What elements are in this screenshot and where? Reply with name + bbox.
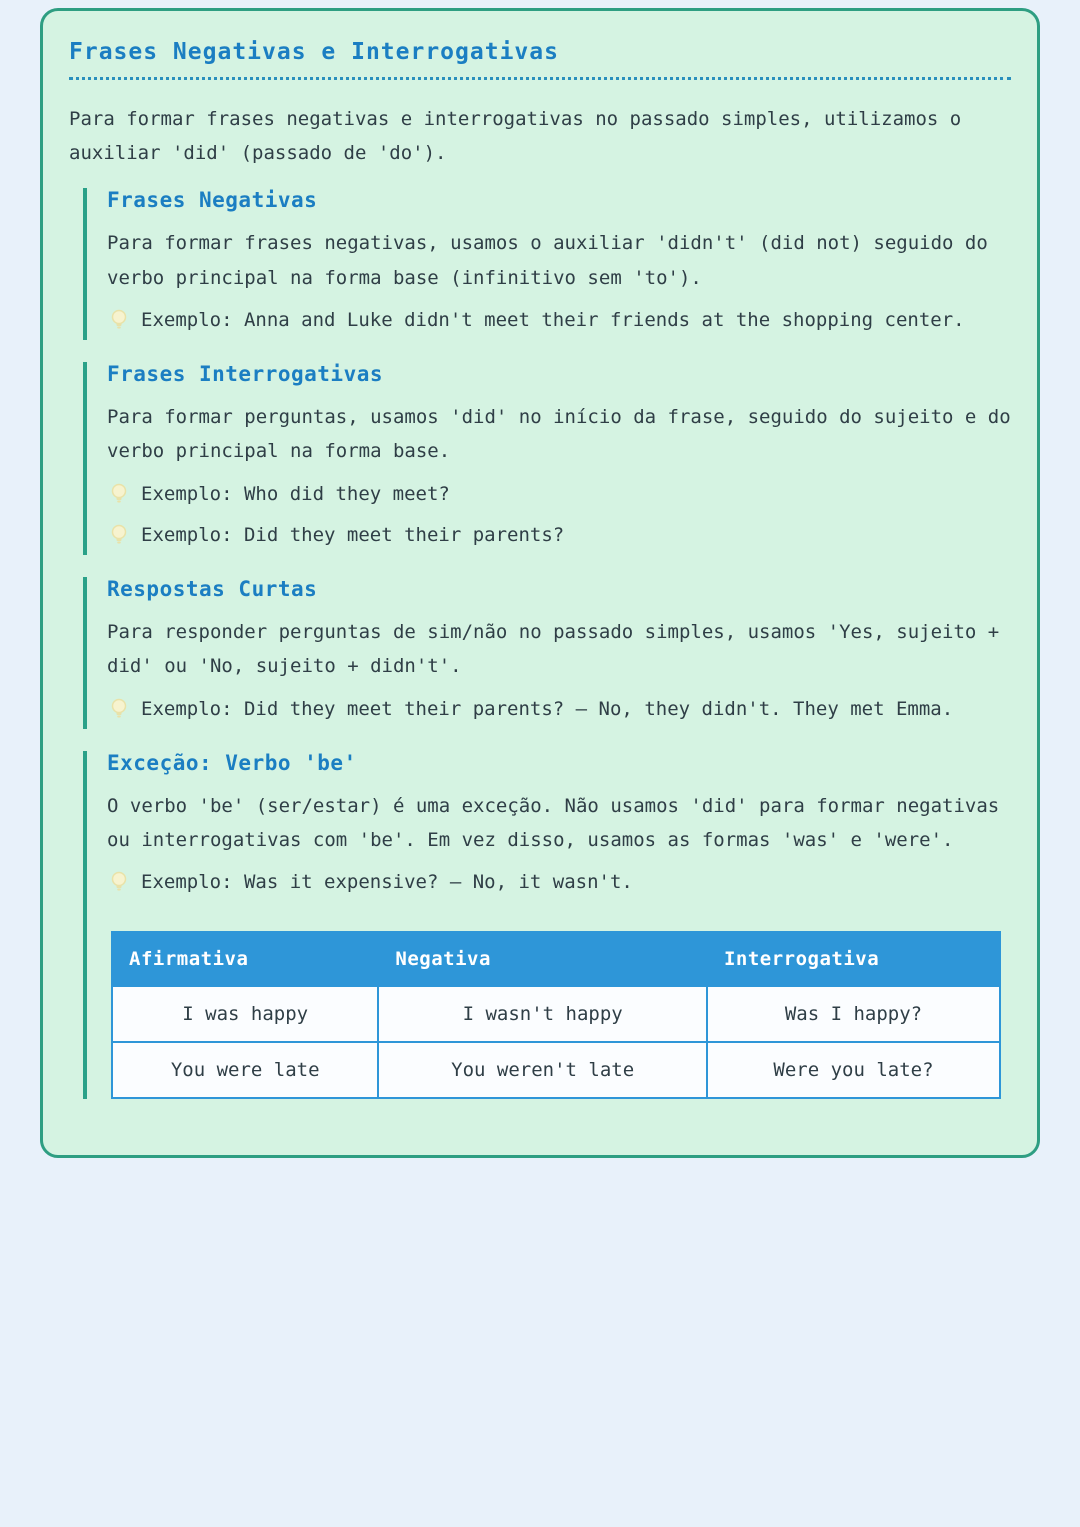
section-heading: Frases Negativas — [107, 188, 318, 213]
table-cell: Were you late? — [707, 1042, 1000, 1098]
table-cell: Was I happy? — [707, 986, 1000, 1042]
section-body: Para responder perguntas de sim/não no passado simples, usamos 'Yes, sujeito + did' ou 'No, sujeito + didn't'. — [107, 621, 1000, 678]
example-text: Exemplo: Anna and Luke didn't meet their friends at the shopping center. — [141, 308, 965, 331]
table-header-interrogativa: Interrogativa — [707, 932, 1000, 986]
section-body: Para formar frases negativas, usamos o auxiliar 'didn't' (did not) seguido do verbo principal na forma base (infinitivo sem 'to'). — [107, 232, 988, 289]
example-item — [111, 520, 1011, 555]
table-cell: You were late — [112, 1042, 378, 1098]
lightbulb-icon — [111, 871, 129, 902]
example-item — [111, 305, 1011, 340]
example-item — [111, 694, 1011, 729]
table-cell: I wasn't happy — [378, 986, 707, 1042]
lightbulb-icon — [111, 309, 129, 340]
table-cell: I was happy — [112, 986, 378, 1042]
section-frases-interrogativas — [83, 362, 1011, 555]
be-table-wrapper — [111, 931, 1011, 1099]
section-respostas-curtas — [83, 577, 1011, 729]
section-heading: Exceção: Verbo 'be' — [107, 751, 357, 776]
section-excecao-verbo-be — [83, 751, 1011, 1099]
section-body: O verbo 'be' (ser/estar) é uma exceção. Não usamos 'did' para formar negativas ou interrogativas com 'be'. Em vez disso, usamos as formas 'was' e 'were'. — [107, 795, 1000, 852]
section-heading: Respostas Curtas — [107, 577, 318, 602]
section-body: Para formar perguntas, usamos 'did' no início da frase, seguido do sujeito e do verbo principal na forma base. — [107, 406, 1011, 463]
example-item — [111, 479, 1011, 514]
table-row — [112, 1042, 1000, 1098]
example-text: Exemplo: Did they meet their parents? — [141, 523, 565, 546]
table-cell: You weren't late — [378, 1042, 707, 1098]
example-text: Exemplo: Was it expensive? – No, it wasn't. — [141, 871, 633, 894]
table-header-afirmativa: Afirmativa — [112, 932, 378, 986]
lightbulb-icon — [111, 483, 129, 514]
be-conjugation-table — [111, 931, 1001, 1099]
lightbulb-icon — [111, 698, 129, 729]
lesson-card — [40, 8, 1040, 1158]
page-title: Frases Negativas e Interrogativas — [69, 39, 1011, 80]
example-item — [111, 867, 1011, 902]
section-heading: Frases Interrogativas — [107, 362, 384, 387]
table-header-row — [112, 932, 1000, 986]
example-text: Exemplo: Did they meet their parents? – No, they didn't. They met Emma. — [141, 697, 954, 720]
table-row — [112, 986, 1000, 1042]
table-header-negativa: Negativa — [378, 932, 707, 986]
section-frases-negativas — [83, 188, 1011, 340]
lightbulb-icon — [111, 524, 129, 555]
intro-paragraph: Para formar frases negativas e interrogativas no passado simples, utilizamos o auxiliar 'did' (passado de 'do'). — [69, 108, 962, 165]
example-text: Exemplo: Who did they meet? — [141, 482, 450, 505]
